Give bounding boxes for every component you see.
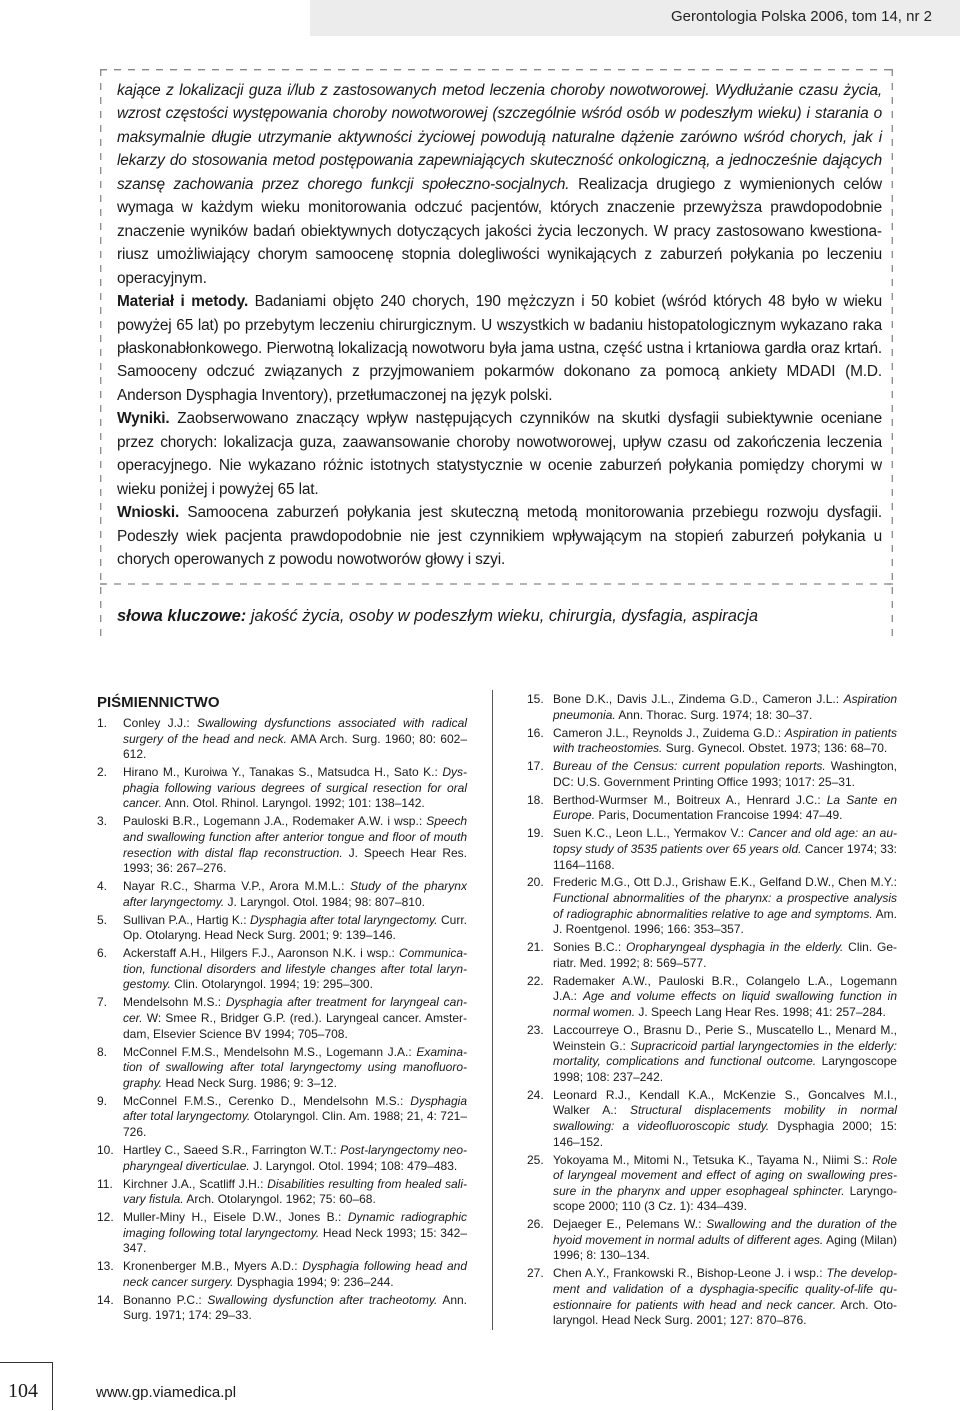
reference-source: J. Laryngol. Otol. 1994; 108: 479–483. [249,1158,458,1173]
reference-authors: Berthod-Wurmser M., Boitreux A., Henrard J.C.: [553,792,827,807]
reference-source: Laryngoscope 1998; 108: 237–242. [553,1054,897,1084]
reference-source: Surg. Gynecol. Obstet. 1973; 136: 68–70. [662,741,888,756]
results-label: Wyniki. [117,410,170,428]
reference-number: 19. [527,826,544,841]
reference-item [527,1266,897,1328]
reference-title: Functional abnormalities of the pharynx: a prospective analysis of radiographic abnormalities relative to age and symptoms. [553,891,897,921]
reference-number: 26. [527,1217,544,1232]
reference-number: 8. [97,1044,108,1059]
reference-item [97,879,467,910]
reference-title: Swallowing dysfunctions associated with radical surgery of the head and neck. [123,716,467,746]
reference-source: Dysphagia 1994; 9: 236–244. [233,1274,394,1289]
reference-authors: Muller-Miny H., Eisele D.W., Jones B.: [123,1210,348,1225]
reference-item [97,1259,467,1290]
reference-number: 3. [97,814,108,829]
abstract-conclusions [117,501,882,571]
reference-authors: Nayar R.C., Sharma V.P., Arora M.M.L.: [123,879,351,894]
reference-title: Dysphagia after treatment for laryngeal cancer. [123,995,467,1026]
reference-number: 14. [97,1292,114,1307]
reference-item [527,692,897,723]
keywords-text: jakość życia, osoby w podeszłym wieku, chirurgia, dysfagia, aspiracja [246,607,759,625]
reference-title: Dysphagia after total laryngectomy. [249,912,438,927]
references-heading: PIŚMIENNICTWO [97,694,220,711]
results-text: Zaobserwowano znaczący wpływ następujących czynników na skutki dysfagii subiektywnie oceniane przez chorych: lokalizacja guza, zaawansowanie choroby nowotworowej, upływ czasu od zakończenia leczenia operacyjnego. Nie wykazano różnic istotnych statystycznie w ocenie zaburzeń połykania pomiędzy chorymi w wieku poniżej i powyżej 65 lat. [117,410,882,498]
reference-source: Paris, Documentation Francoise 1994: 47–49. [595,808,843,823]
reference-authors: Leonard R.J., Kendall K.A., McKenzie S., Goncalves M.I., Walker A.: [553,1087,897,1118]
reference-item [97,1177,467,1208]
reference-number: 4. [97,879,108,894]
reference-title: Dysphagia following various degrees of surgical resection for oral cancer. [123,765,467,811]
reference-title: Age and volume effects on liquid swallowing function in normal women. [553,989,898,1020]
reference-source: W: Smee R., Bridger G.P. (red.). Laryngeal cancer. Amsterdam, Elsevier Science BV 1994; 705–708. [123,1011,467,1041]
reference-title: Disabilities resulting from healed salivary fistula. [123,1176,467,1207]
reference-authors: Rademaker A.W., Pauloski B.R., Colangelo L.A., Logemann J.A.: [553,973,897,1004]
reference-item [527,826,897,873]
reference-item [527,940,897,971]
reference-title: Supracricoid partial laryngectomies in the elderly: mortality, complications and functional outcome. [553,1038,898,1069]
reference-authors: Sullivan P.A., Hartig K.: [123,912,250,927]
reference-title: Role of laryngeal movement and effect of aging on swallowing pressure in the pharynx and upper esophageal sphincter. [553,1152,897,1198]
reference-authors: Suen K.C., Leon L.L., Yermakov V.: [553,826,749,841]
reference-title: Oropharyngeal dysphagia in the elderly. [626,940,844,955]
reference-title: Examination of swallowing after total laryngectomy using manofluorography. [123,1044,467,1090]
reference-number: 1. [97,716,108,730]
reference-source: Head Neck Surg. 1986; 9: 3–12. [162,1075,337,1090]
conclusions-label: Wnioski. [117,504,180,522]
journal-header-bar [310,0,960,36]
reference-number: 17. [527,759,544,774]
reference-number: 13. [97,1259,114,1274]
reference-number: 20. [527,875,544,890]
reference-source: Ann. Otol. Rhinol. Laryngol. 1992; 101: 138–142. [161,796,425,811]
reference-authors: Bonanno P.C.: [123,1292,208,1307]
reference-authors: Pauloski B.R., Logemann J.A., Rodemaker A.W. i wsp.: [123,814,427,829]
reference-number: 12. [97,1210,114,1225]
reference-authors: Sonies B.C.: [553,940,627,955]
reference-title: Aspiration in patients with tracheostomies. [553,725,897,756]
reference-item [97,995,467,1042]
reference-title: Structural displacements mobility in normal swallowing: a videofluoroscopic study. [553,1103,897,1133]
reference-number: 10. [97,1142,114,1157]
reference-authors: Dejaeger E., Pelemans W.: [553,1217,707,1232]
reference-title: Speech and swallowing function after anterior tongue and floor of mouth resection with distal flap reconstruction. [123,814,467,860]
reference-authors: Mendelsohn M.S.: [123,995,226,1010]
reference-title: Aspiration pneumonia. [553,692,897,722]
reference-source: J. Speech Hear Res. 1993; 36: 267–276. [123,845,467,876]
reference-authors: Frederic M.G., Ott D.J., Grishaw E.K., Gelfand D.W., Chen M.Y.: [553,875,897,890]
reference-title: Swallowing dysfunction after tracheotomy. [207,1292,438,1307]
references-list-left [97,716,467,1326]
reference-item [97,716,467,763]
footer-url: www.gp.viamedica.pl [96,1384,237,1401]
reference-number: 24. [527,1087,544,1102]
reference-title: Dysphagia following head and neck cancer surgery. [123,1259,467,1289]
reference-item [527,1217,897,1264]
reference-source: Clin. Geriatr. Med. 1992; 8: 569–577. [553,940,898,970]
reference-item [97,913,467,944]
reference-source: Ann. Thorac. Surg. 1974; 18: 30–37. [615,707,813,722]
reference-number: 18. [527,792,544,807]
column-divider [492,690,493,1330]
reference-item [527,793,897,824]
reference-authors: Bone D.K., Davis J.L., Zindema G.D., Cameron J.L.: [553,692,844,706]
reference-source: J. Speech Lang Hear Res. 1998; 41: 257–284. [635,1005,886,1020]
abstract-results [117,407,882,501]
abstract-paragraph [117,79,882,290]
reference-source: Arch. Otolaryngol. 1962; 75: 60–68. [183,1192,376,1207]
reference-authors: Conley J.J.: [123,716,197,730]
keywords-label: słowa kluczowe: [117,607,247,625]
reference-source: AMA Arch. Surg. 1960; 80: 602–612. [123,731,467,762]
reference-source: Am. J. Roentgenol. 1996; 166: 353–357. [553,906,897,937]
reference-title: Swallowing and the duration of the hyoid movement in normal adults of different ages. [553,1217,897,1247]
reference-item [97,1045,467,1092]
reference-item [527,875,897,937]
reference-item [97,1094,467,1141]
abstract-frame [100,69,893,642]
reference-number: 15. [527,692,544,706]
reference-title: Study of the pharynx after laryngectomy. [123,879,467,909]
reference-item [527,1088,897,1150]
abstract-intro-normal: Realizacja drugiego z wymienionych celów wymaga w każdym wieku monitorowania odczuć pacjentów, których znaczenie przewyższa prawdopodobnie znaczenie wyników badań obiektywnych dotyczących jakości życia leczonych. W pracy zastosowano kwestionariusz umożliwiający chorym samoocenę stopnia dolegliwości wynikających z zaburzeń połykania po leczeniu operacyjnym. [117,175,882,287]
reference-title: Dysphagia after total laryngectomy. [123,1093,467,1124]
reference-item [527,726,897,757]
reference-item [527,974,897,1021]
abstract-methods [117,290,882,407]
reference-number: 9. [97,1093,108,1108]
reference-authors: Hartley C., Saeed S.R., Farrington W.T.: [123,1142,341,1157]
reference-source: Clin. Otolaryngol. 1994; 19: 295–300. [170,977,373,992]
footer-divider [52,1362,53,1410]
reference-source: Washington, DC: U.S. Government Printing Office 1993; 1017: 25–31. [553,759,897,789]
reference-source: Arch. Otolaryngol. Head Neck Surg. 2001; 127: 870–876. [553,1297,897,1328]
reference-title: Dynamic radiographic imaging following total laryngectomy. [123,1210,467,1240]
journal-title: Gerontologia Polska 2006, tom 14, nr 2 [671,8,932,25]
reference-number: 27. [527,1266,544,1281]
reference-source: Cancer 1974; 33: 1164–1168. [553,841,897,872]
reference-item [527,1153,897,1215]
reference-number: 22. [527,973,544,988]
reference-number: 5. [97,912,108,927]
reference-authors: Ackerstaff A.H., Hilgers F.J., Aaronson N.K. i wsp.: [123,946,399,961]
conclusions-text: Samoocena zaburzeń połykania jest skuteczną metodą monitorowania przebiegu rozwoju dysfagii. Podeszły wiek pacjenta prawdopodobnie nie jest czynnikiem wpływającym na stopień zaburzeń połykania u chorych operowanych z powodu nowotworów głowy i szyi. [117,504,882,569]
reference-number: 25. [527,1152,544,1167]
reference-source: Head Neck 1993; 15: 342–347. [123,1225,467,1256]
reference-source: Aging (Milan) 1996; 8: 130–134. [553,1232,898,1263]
page-number: 104 [8,1380,38,1402]
reference-authors: Cameron J.L., Reynolds J., Zuidema G.D.: [553,725,785,740]
reference-item [97,1210,467,1257]
reference-authors: McConnel F.M.S., Cerenko D., Mendelsohn M.S.: [123,1093,411,1108]
reference-item [97,765,467,812]
reference-item [97,814,467,876]
reference-item [97,946,467,993]
methods-label: Materiał i metody. [117,293,249,311]
reference-number: 11. [97,1176,113,1191]
reference-authors: Kronenberger M.B., Myers A.D.: [123,1259,303,1274]
reference-source: Curr. Op. Otolaryng. Head Neck Surg. 2001; 9: 139–146. [123,912,468,943]
reference-authors: Laccourreye O., Brasnu D., Perie S., Muscatello L., Menard M., Weinstein G.: [553,1023,897,1053]
references-list-right [527,692,897,1331]
reference-source: J. Laryngol. Otol. 1984; 98: 807–810. [224,894,425,909]
reference-source: Laryngoscope 2000; 110 (3 Cz. 1): 434–439. [553,1183,898,1214]
reference-item [527,759,897,790]
reference-authors: Kirchner J.A., Scatliff J.H.: [123,1176,268,1191]
reference-number: 23. [527,1023,544,1037]
abstract-body [117,79,882,572]
reference-number: 21. [527,940,544,955]
reference-title: La Sante en Europe. [553,792,897,823]
methods-text: Badaniami objęto 240 chorych, 190 mężczyzn i 50 kobiet (wśród których 48 było w wieku powyżej 65 lat) po przebytym leczeniu chirurgicznym. U wszystkich w badaniu histopatologicznym wykazano raka płaskonabłonkowego. Pierwotną lokalizacją nowotworu była jama ustna, część ustna i krtaniowa gardła oraz krtań. Samooceny odczuć związanych z przyjmowaniem pokarmów dokonano za pomocą ankiety MDADI (M.D. Anderson Dysphagia Inventory), przetłumaczonej na język polski. [117,293,882,404]
reference-authors: Chen A.Y., Frankowski R., Bishop-Leone J. i wsp.: [553,1266,827,1281]
keywords-line [117,607,758,626]
reference-item [97,1293,467,1324]
reference-title: Communication, functional disorders and lifestyle changes after total laryngestomy. [123,946,467,992]
reference-authors: Yokoyama M., Mitomi N., Tetsuka K., Tayama N., Niimi S.: [553,1152,873,1167]
abstract-intro-italic: kające z lokalizacji guza i/lub z zastosowanych metod leczenia choroby nowotworowej. Wydłużanie czasu życia, wzrost częstości występowania choroby nowotworowej (szczególnie wśród osób w podeszłym wieku) i starania o maksymalnie długie utrzymanie aktywności życiowej powodują naturalne dążenie zarówno wśród chorych, jak i lekarzy do stosowania metod postępowania zapewniających skuteczność onkologiczną, a jednocześnie dających szansę zachowania przez chorego funkcji społeczno-socjalnych. [117,82,882,193]
reference-authors: Hirano M., Kuroiwa Y., Tanakas S., Matsudca H., Sato K.: [123,765,443,780]
reference-source: Otolaryngol. Clin. Am. 1988; 21, 4: 721–726. [123,1109,467,1139]
reference-title: Post-laryngectomy neopharyngeal diverticulae. [123,1142,468,1173]
reference-item [527,1023,897,1085]
reference-item [97,1143,467,1174]
reference-number: 6. [97,946,108,961]
reference-title: Bureau of the Census: current population reports. [553,759,826,774]
reference-number: 7. [97,995,108,1010]
reference-authors: McConnel F.M.S., Mendelsohn M.S., Logemann J.A.: [123,1044,417,1059]
reference-source: Ann. Surg. 1971; 174: 29–33. [123,1292,468,1323]
reference-source: Dysphagia 2000; 15: 146–152. [553,1118,897,1149]
reference-number: 2. [97,765,108,780]
reference-title: Cancer and old age: an autopsy study of 3535 patients over 65 years old. [553,826,897,856]
reference-title: The development and validation of a dysphagia-specific quality-of-life questionnaire for patients with head and neck cancer. [553,1266,897,1312]
reference-number: 16. [527,725,544,740]
